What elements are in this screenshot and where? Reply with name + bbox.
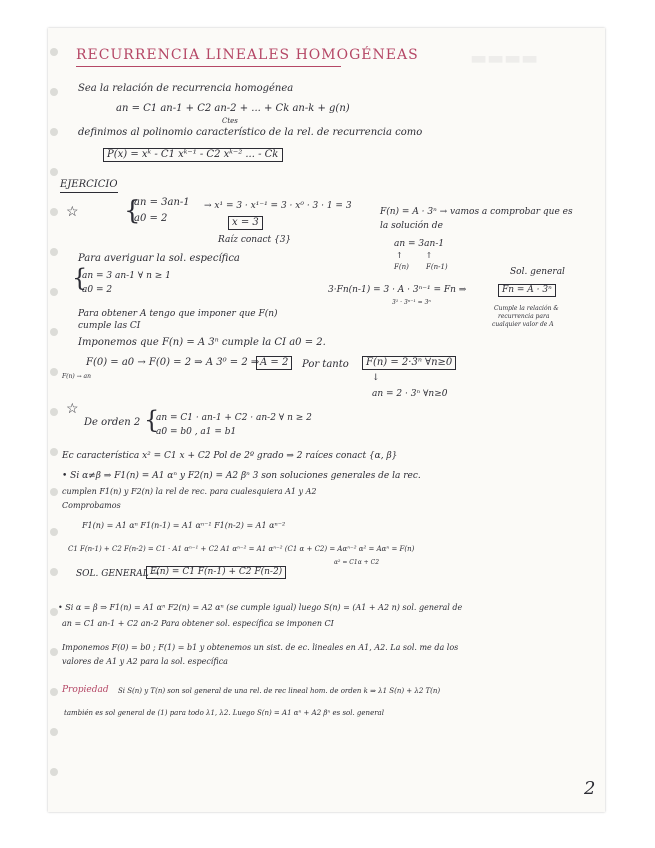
case2-line1: • Si α = β ⇒ F1(n) = A1 αⁿ F2(n) = A2 αⁿ (se cumple igual) luego S(n) = (A1 + A2 n) sol. general de	[58, 603, 463, 612]
solgen-box: F(n) = C1 F(n-1) + C2 F(n-2)	[146, 566, 286, 579]
property-line1: Si S(n) y T(n) son sol general de una rel. de rec lineal hom. de orden k ⇒ λ1 S(n) + λ2 T(n)	[118, 687, 441, 695]
page-number: 2	[584, 778, 596, 799]
ex1-solgen-label: Sol. general	[510, 267, 565, 277]
f0-note: F(n) → an	[62, 373, 91, 380]
final-solution-an: an = 2 · 3ⁿ ∀n≥0	[372, 389, 448, 399]
case1-head: • Si α≠β ⇒ F1(n) = A1 αⁿ y F2(n) = A2 βⁿ 3 son soluciones generales de la rec.	[62, 471, 421, 481]
case2-line2: an = C1 an-1 + C2 an-2 Para obtener sol. específica se imponen CI	[62, 619, 334, 628]
exercise-underline	[60, 192, 118, 193]
obtain-line1: Para obtener A tengo que imponer que F(n)	[78, 309, 278, 319]
property-label: Propiedad	[62, 685, 109, 695]
ex1-f-candidate-2: la solución de	[380, 221, 443, 231]
case1-line3: Comprobamos	[62, 501, 121, 510]
impose-line: Imponemos que F(n) = A 3ⁿ cumple la CI a0 = 2.	[78, 337, 326, 348]
particular-intro: Para averiguar la sol. específica	[78, 253, 240, 264]
characteristic-polynomial-box: P(x) = xᵏ - C1 xᵏ⁻¹ - C2 xᵏ⁻² ... - Ck	[103, 148, 283, 162]
intro-text: Sea la relación de recurrencia homogénea	[78, 83, 294, 94]
brace-icon: {	[72, 264, 88, 292]
f0-line: F(0) = a0 → F(0) = 2 ⇒ A 3⁰ = 2 ⇒	[86, 357, 260, 368]
order2-system-2: a0 = b0 , a1 = b1	[156, 427, 237, 437]
case1-line6: α² = C1α + C2	[334, 559, 380, 566]
ex1-f-candidate: F(n) = A · 3ⁿ → vamos a comprobar que es	[380, 207, 573, 217]
case1-line2: cumplen F1(n) y F2(n) la rel de rec. para cualesquiera A1 y A2	[62, 487, 317, 496]
order2-label: De orden 2	[84, 417, 141, 428]
poly-intro: definimos al polinomio característico de la rel. de recurrencia como	[78, 127, 423, 138]
ex1-system-line2: a0 = 2	[134, 213, 168, 224]
ex1-fn1-label: F(n-1)	[426, 263, 448, 271]
ex1-check: 3·Fn(n-1) = 3 · A · 3ⁿ⁻¹ = Fn ⇒	[328, 285, 467, 295]
brace-icon: {	[124, 196, 141, 226]
ex1-system-line1: an = 3an-1	[134, 197, 190, 208]
bleed-through-text: ▬▬▬▬	[470, 48, 539, 69]
ex1-root-note: Raíz conact {3}	[218, 235, 292, 245]
particular-system-2: a0 = 2	[82, 285, 113, 295]
property-line2: también es sol general de (1) para todo λ1, λ2. Luego S(n) = A1 αⁿ + A2 βⁿ es sol. general	[64, 709, 384, 717]
solgen-label: SOL. GENERAL →	[76, 569, 160, 579]
ex1-note-line3: cualquier valor de A	[492, 321, 554, 328]
portanto-label: Por tanto	[302, 359, 349, 370]
relation-formula: an = C1 an-1 + C2 an-2 + ... + Ck an-k + g(n)	[116, 103, 350, 114]
case2-line4: valores de A1 y A2 para la sol. específica	[62, 657, 228, 666]
ex1-fn-label: F(n)	[394, 263, 409, 271]
ex1-solgen-box: Fn = A · 3ⁿ	[498, 284, 556, 297]
ex1-note-line1: Cumple la relación &	[494, 305, 559, 312]
case1-line5: C1 F(n-1) + C2 F(n-2) = C1 · A1 αⁿ⁻¹ + C2 A1 αⁿ⁻² = A1 αⁿ⁻² (C1 α + C2) = Aαⁿ⁻² α² = Aαⁿ = F(n)	[68, 545, 415, 553]
f0-box: A = 2	[256, 356, 292, 370]
ex1-characteristic: → x¹ = 3 · x¹⁻¹ = 3 · x⁰ · 3 · 1 = 3	[204, 201, 352, 211]
ex1-check-detail: 3¹ · 3ⁿ⁻¹ = 3ⁿ	[392, 299, 431, 306]
ex1-root-box: x = 3	[228, 216, 263, 230]
brace-icon: {	[144, 406, 160, 434]
arrow-up-icon: ↑ ↑	[396, 251, 433, 260]
ex1-recurrence: an = 3an-1	[394, 239, 445, 249]
order2-characteristic: Ec característica x² = C1 x + C2 Pol de 2º grado ⇒ 2 raíces conact {α, β}	[62, 451, 398, 461]
final-solution-box: F(n) = 2·3ⁿ ∀n≥0	[362, 356, 456, 370]
star-icon: ☆	[66, 204, 79, 220]
case2-line3: Imponemos F(0) = b0 ; F(1) = b1 y obtenemos un sist. de ec. lineales en A1, A2. La sol. me da los	[62, 643, 459, 652]
case1-line4: F1(n) = A1 αⁿ F1(n-1) = A1 αⁿ⁻¹ F1(n-2) = A1 αⁿ⁻²	[82, 521, 286, 530]
arrow-down-icon: ↓	[372, 373, 380, 383]
margin-holes	[48, 28, 62, 812]
ex1-note-line2: recurrencia para	[498, 313, 550, 320]
page-title: RECURRENCIA LINEALES HOMOGÉNEAS	[76, 47, 419, 63]
title-underline	[76, 66, 341, 67]
order2-system-1: an = C1 · an-1 + C2 · an-2 ∀ n ≥ 2	[156, 413, 312, 423]
particular-system-1: an = 3 an-1 ∀ n ≥ 1	[82, 271, 171, 281]
star-icon: ☆	[66, 401, 79, 417]
relation-note: Ctes	[222, 117, 238, 125]
exercise-heading: EJERCICIO	[60, 179, 118, 190]
obtain-line2: cumple las CI	[78, 321, 141, 331]
